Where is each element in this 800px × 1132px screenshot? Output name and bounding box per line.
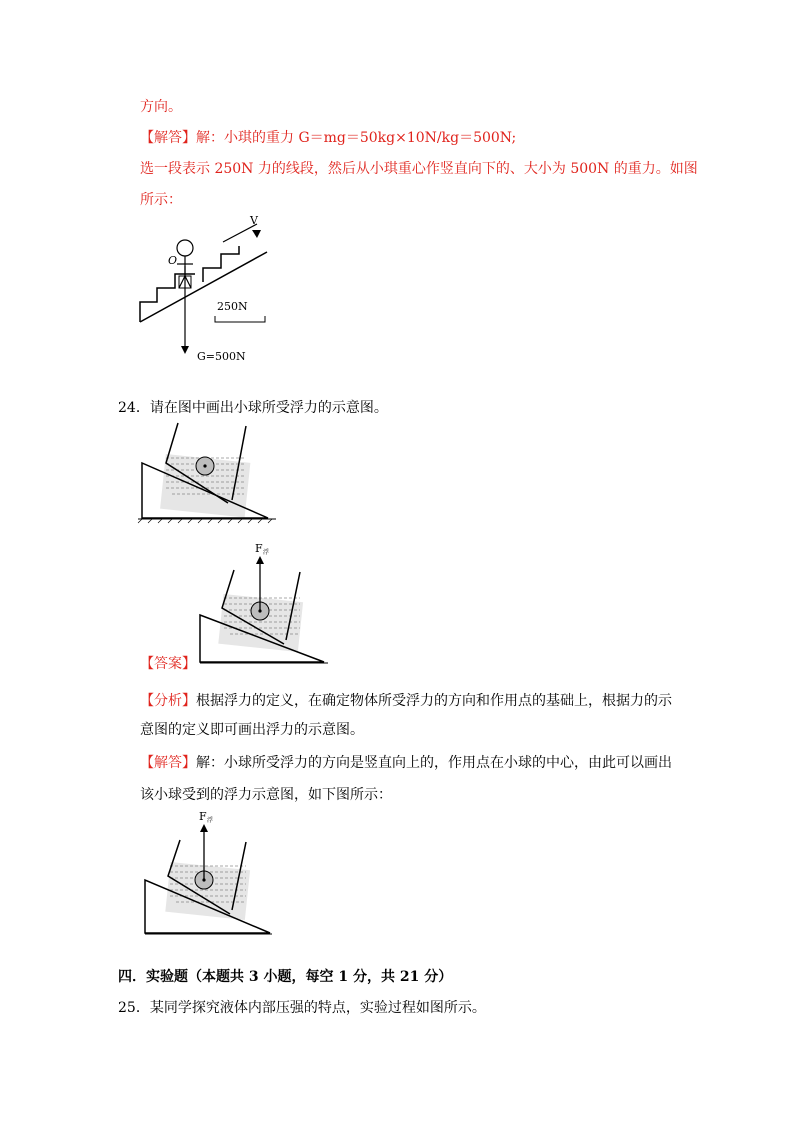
buoyancy-arrowhead-icon <box>200 824 208 832</box>
q24-answer-figure <box>196 540 331 670</box>
q24-analysis-line1 <box>140 691 672 711</box>
q24-analysis-tag: 【分析】 <box>140 693 196 709</box>
q24-solution-line2: 该小球受到的浮力示意图，如下图所示： <box>140 787 392 803</box>
q23-escalator-figure <box>135 210 275 370</box>
label-v: V <box>250 214 258 227</box>
buoyancy-arrowhead-icon <box>256 556 264 564</box>
label-f-sub: 浮 <box>263 549 270 556</box>
section4-heading-main: 四．实验题 <box>118 969 188 985</box>
q24-solution-tag: 【解答】 <box>140 755 196 771</box>
q23-answer-text1: 解：小琪的重力 G＝mg＝50kg×10N/kg＝500N; <box>196 130 517 146</box>
q23-answer-line2: 选一段表示 250N 力的线段，然后从小琪重心作竖直向下的、大小为 500N 的重力。如图 <box>140 161 698 177</box>
label-g: G=500N <box>197 350 246 363</box>
velocity-arrowhead-icon <box>252 230 261 238</box>
q23-answer-line3: 所示： <box>140 192 182 208</box>
label-f: F <box>255 542 263 555</box>
q23-answer-tag: 【解答】 <box>140 130 196 146</box>
q24-question: 24．请在图中画出小球所受浮力的示意图。 <box>118 400 388 416</box>
label-f: F <box>199 810 207 823</box>
q23-answer-line1 <box>140 128 516 148</box>
label-o: O <box>168 254 178 267</box>
gravity-arrowhead-icon <box>181 346 189 354</box>
label-f-sub: 浮 <box>207 817 214 824</box>
person-head-icon <box>177 240 193 256</box>
q24-answer-tag: 【答案】 <box>140 656 196 672</box>
q24-question-figure <box>138 418 278 528</box>
q25-question: 25．某同学探究液体内部压强的特点，实验过程如图所示。 <box>118 1000 486 1016</box>
q24-analysis-line2: 意图的定义即可画出浮力的示意图。 <box>140 722 364 738</box>
q23-direction-line: 方向。 <box>140 99 182 115</box>
section4-heading-detail: （本题共 3 小题，每空 1 分，共 21 分） <box>188 969 453 985</box>
q24-solution-figure <box>140 808 280 943</box>
q24-solution-text1: 解：小球所受浮力的方向是竖直向上的，作用点在小球的中心，由此可以画出 <box>196 755 672 771</box>
label-scale: 250N <box>217 300 248 313</box>
q24-solution-line1 <box>140 753 672 773</box>
section4-heading <box>118 967 452 987</box>
q24-analysis-text1: 根据浮力的定义，在确定物体所受浮力的方向和作用点的基础上，根据力的示 <box>196 693 672 709</box>
